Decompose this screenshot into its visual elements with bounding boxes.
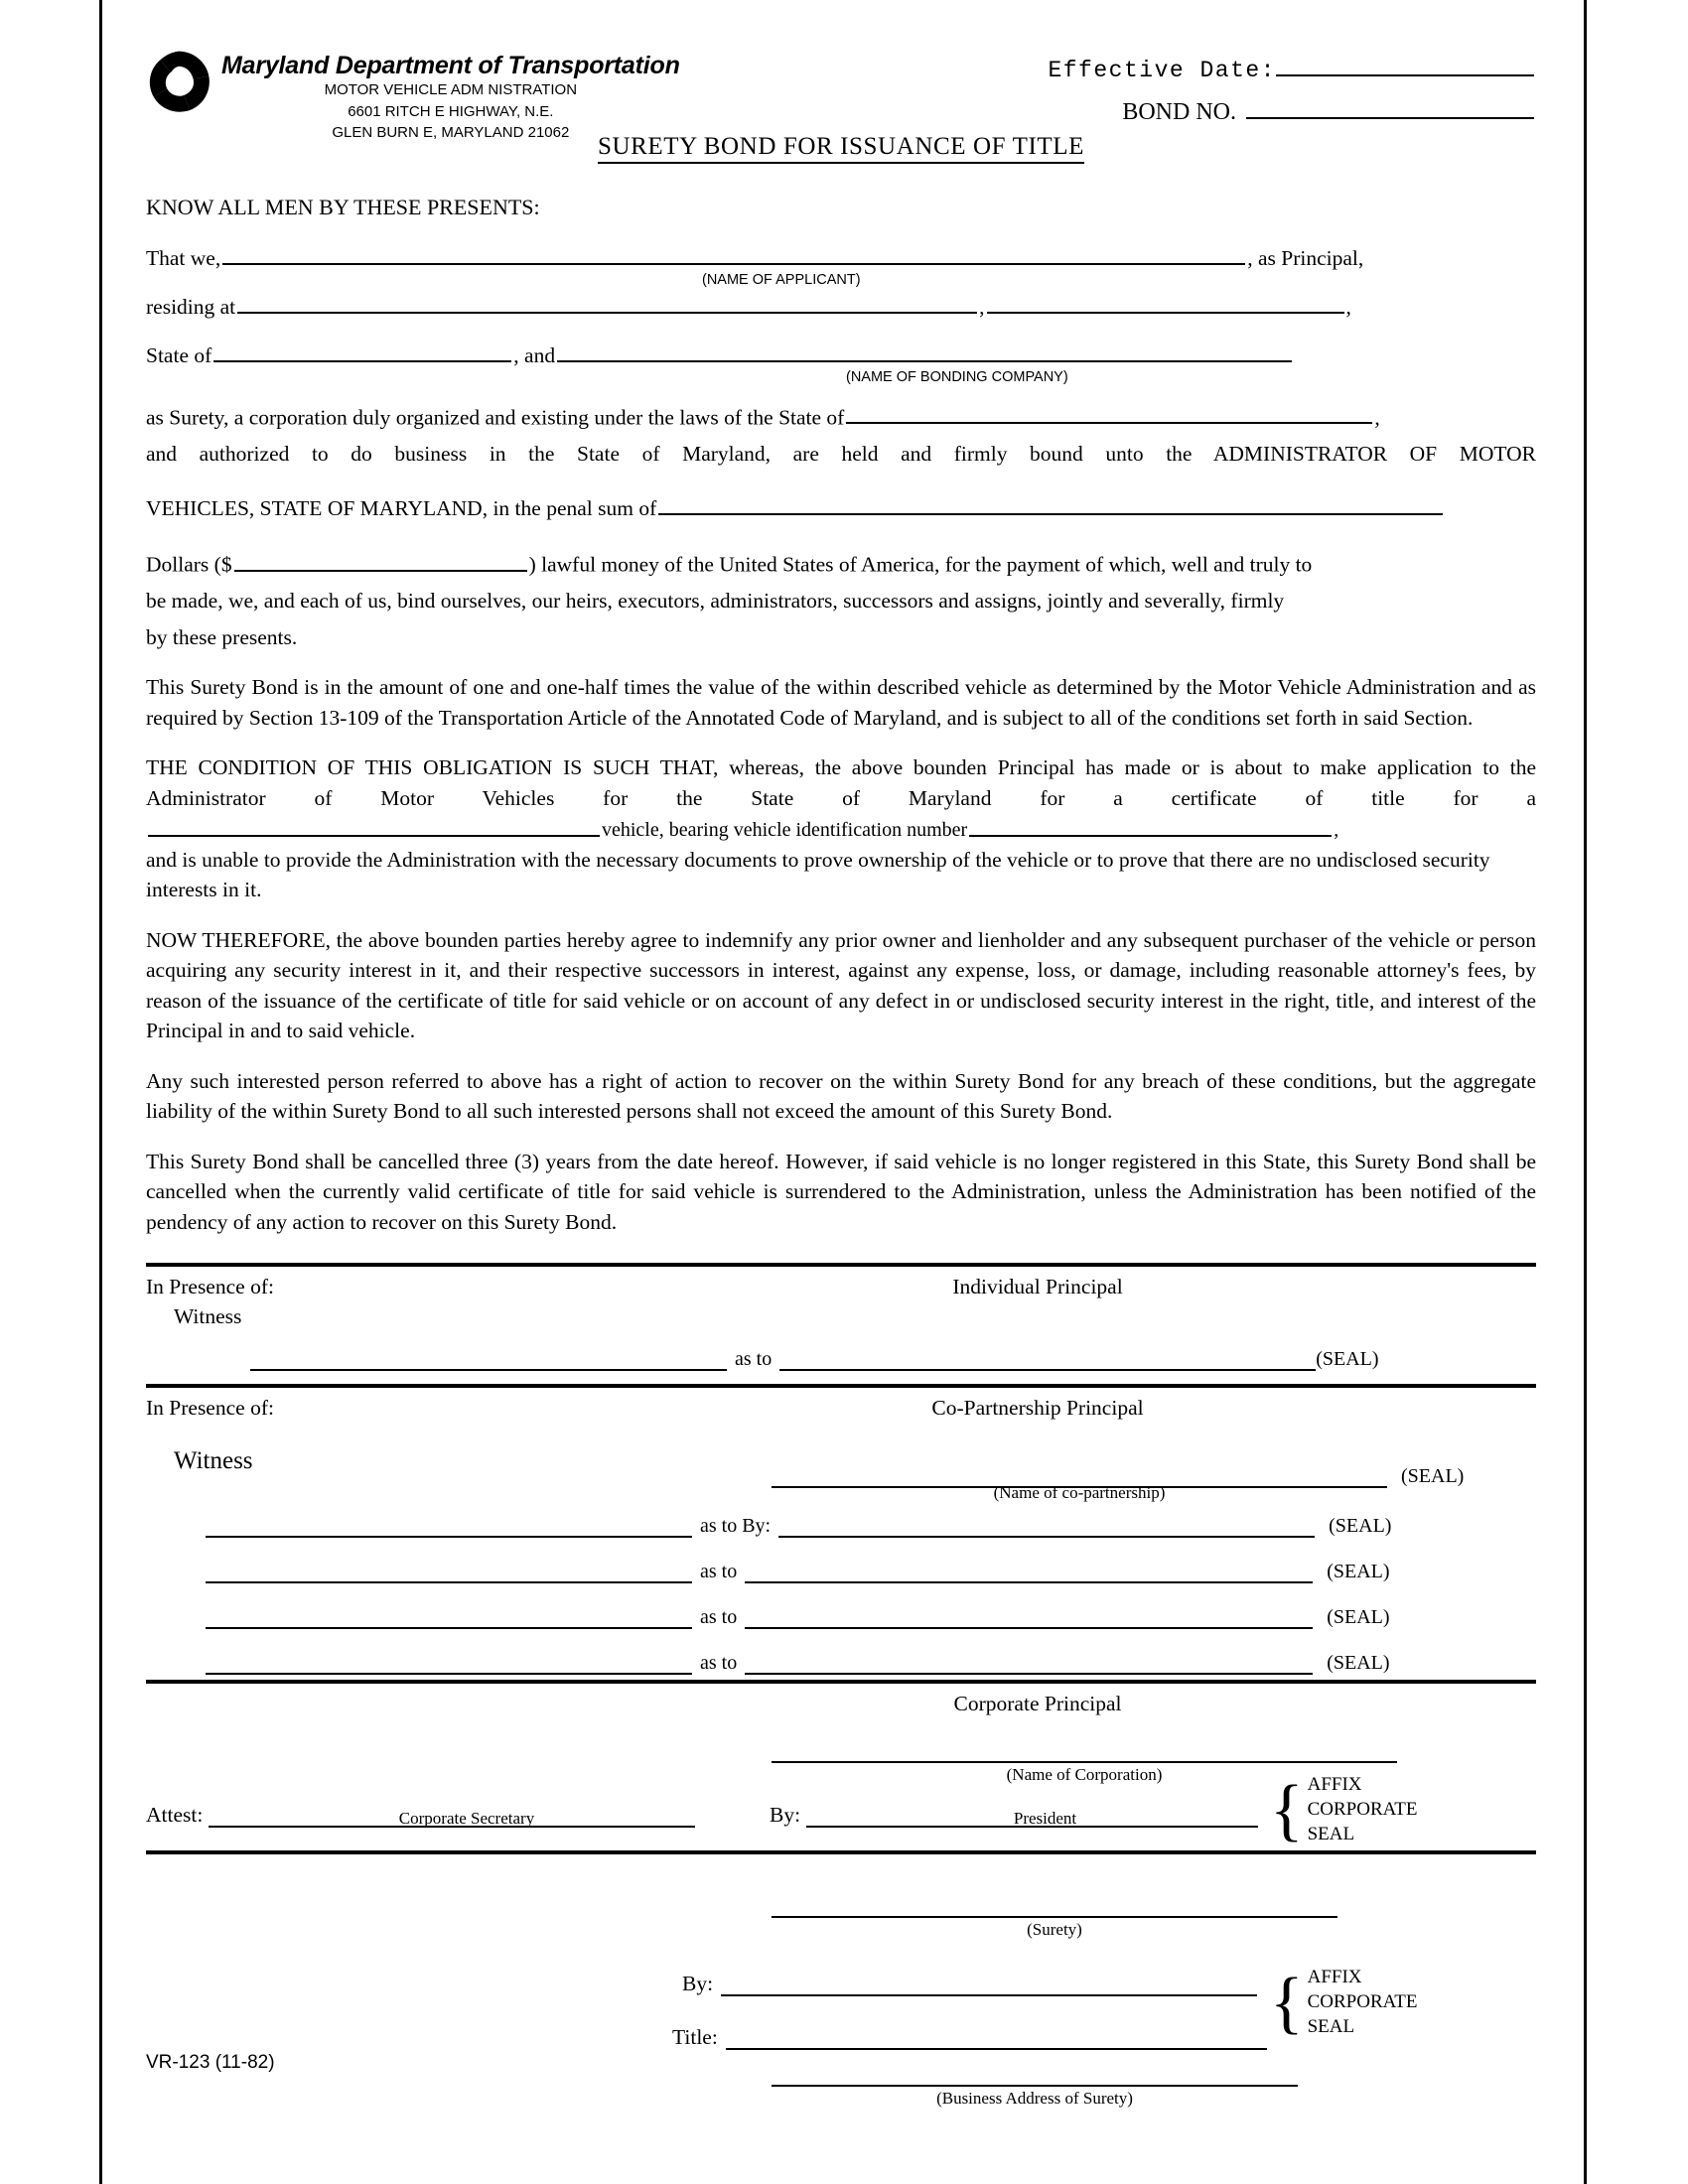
individual-in-presence-of-label: In Presence of: — [146, 1275, 274, 1299]
copartnership-seal-2: (SEAL) — [1327, 1561, 1390, 1583]
vin-field-row — [146, 819, 1536, 842]
dollars-line-2: be made, we, and each of us, bind ourselves, our heirs, executors, administrators, successors and assigns, jointly and severally, firmly — [146, 589, 1285, 614]
copartnership-signer-input-1[interactable] — [778, 1536, 1315, 1538]
page-frame — [99, 0, 1587, 2184]
mdot-swirl-logo-icon — [146, 48, 211, 115]
copartnership-name-seal: (SEAL) — [1401, 1465, 1465, 1488]
copartnership-witness-input-1[interactable] — [206, 1536, 692, 1538]
copartnership-seal-4: (SEAL) — [1327, 1652, 1390, 1675]
copartnership-row-1 — [146, 1515, 1536, 1538]
corporate-left-brace-icon: { — [1270, 1771, 1304, 1848]
surety-by-row — [682, 1972, 1257, 1996]
bond-number-input[interactable] — [1246, 117, 1534, 119]
agency-address-line-3: GLEN BURN E, MARYLAND 21062 — [332, 124, 570, 142]
copartnership-row-4 — [146, 1652, 1536, 1675]
signature-area — [146, 1263, 1536, 2109]
individual-as-to-label: as to — [735, 1348, 773, 1371]
surety-state-input[interactable] — [846, 402, 1372, 424]
page-title-text: SURETY BOND FOR ISSUANCE OF TITLE — [598, 133, 1084, 164]
paragraph-any-such-person: Any such interested person referred to above has a right of action to recover on the within Surety Bond for any breach of these conditions, but the aggregate liability of the within Surety Bond to all such interested persons shall not exceed the amount of this Surety Bond. — [146, 1068, 1536, 1124]
bonding-company-input[interactable] — [557, 345, 1292, 362]
vin-tail: , — [1334, 819, 1339, 842]
copartnership-row-2 — [146, 1561, 1536, 1583]
copartnership-witness-input-2[interactable] — [206, 1581, 692, 1583]
dollars-tail: ) lawful money of the United States of America, for the payment of which, well and truly to — [528, 552, 1313, 577]
surety-line-1-text: as Surety, a corporation duly organized and existing under the laws of the State of — [146, 405, 845, 430]
effective-date-row — [978, 58, 1534, 83]
as-principal-label: , as Principal, — [1247, 246, 1364, 270]
penal-sum-input[interactable] — [658, 498, 1443, 515]
copartnership-signer-input-2[interactable] — [745, 1581, 1313, 1583]
state-of-label: State of — [146, 343, 212, 367]
copartnership-connector-3: as to — [700, 1606, 738, 1629]
dollars-amount-input[interactable] — [234, 549, 527, 571]
vehicle-description-input[interactable] — [148, 819, 600, 836]
individual-seal-label: (SEAL) — [1316, 1348, 1379, 1371]
corporate-affix-line-3: SEAL — [1307, 1823, 1355, 1844]
applicant-name-input[interactable] — [222, 248, 1245, 265]
surety-title-input[interactable] — [726, 2048, 1267, 2050]
dollars-line-1 — [146, 549, 1536, 580]
surety-affix-seal-note — [1270, 1966, 1417, 2039]
corporate-name-caption: (Name of Corporation) — [1006, 1765, 1163, 1785]
agency-address-line-1: MOTOR VEHICLE ADM NISTRATION — [324, 81, 578, 98]
agency-address-line-2: 6601 RITCH E HIGHWAY, N.E. — [348, 102, 554, 120]
copartnership-witness-input-4[interactable] — [206, 1673, 692, 1675]
vehicles-state-label: VEHICLES, STATE OF MARYLAND, in the penal sum of — [146, 496, 657, 521]
state-and-bonding-row — [146, 343, 1536, 385]
corporate-by-label: By: — [770, 1803, 801, 1828]
form-number: VR-123 (11-82) — [146, 2052, 275, 2073]
agency-identity — [146, 48, 680, 143]
copartnership-signer-input-3[interactable] — [745, 1627, 1313, 1629]
bond-number-row — [978, 99, 1534, 126]
copartnership-in-presence-of-label: In Presence of: — [146, 1396, 274, 1421]
dollars-line-3: by these presents. — [146, 624, 298, 649]
condition-block — [146, 752, 1536, 904]
copartnership-signer-input-4[interactable] — [745, 1673, 1313, 1675]
corporate-principal-block — [146, 1684, 1536, 1848]
individual-principal-heading: Individual Principal — [952, 1275, 1123, 1299]
corporate-president-caption: President — [1013, 1809, 1077, 1829]
copartnership-row-3 — [146, 1606, 1536, 1629]
individual-witness-label: Witness — [174, 1304, 242, 1329]
residing-at-label: residing at — [146, 295, 236, 319]
copartnership-principal-block — [146, 1388, 1536, 1675]
surety-affix-line-3: SEAL — [1307, 2015, 1355, 2037]
residing-city-input[interactable] — [987, 297, 1344, 314]
surety-address-caption: (Business Address of Surety) — [936, 2089, 1133, 2109]
surety-by-input[interactable] — [721, 1994, 1257, 1996]
agency-name: Maryland Department of Transportation — [221, 52, 680, 79]
individual-principal-input[interactable] — [779, 1369, 1316, 1371]
surety-title-row — [672, 2025, 1267, 2050]
surety-affix-line-1: AFFIX — [1307, 1967, 1362, 1988]
know-all-men-lead: KNOW ALL MEN BY THESE PRESENTS: — [146, 195, 540, 219]
surety-line-2: and authorized to do business in the State of Maryland, are held and firmly bound unto the ADMINISTRATOR OF MOTOR — [146, 441, 1536, 466]
individual-signature-row — [250, 1348, 1536, 1371]
corporate-secretary-caption: Corporate Secretary — [398, 1809, 535, 1829]
surety-title-label: Title: — [672, 2025, 718, 2050]
copartnership-connector-2: as to — [700, 1561, 738, 1583]
paragraph-amount: This Surety Bond is in the amount of one and one-half times the value of the within described vehicle as determined by the Motor Vehicle Administration and as required by Section 13-109 of the Transportation Article of the Annotated Code of Maryland, and is subject to all of the conditions set forth in said Section. — [146, 675, 1536, 730]
copartnership-principal-heading: Co-Partnership Principal — [931, 1396, 1144, 1421]
paragraph-cancellation: This Surety Bond shall be cancelled three (3) years from the date hereof. However, if said vehicle is no longer registered in this State, this Surety Bond shall be cancelled when the currently valid certificate of title for said vehicle is surrendered to the Administration, unless the Administration has been notified of the pendency of any action to recover on this Surety Bond. — [146, 1149, 1536, 1234]
vin-input[interactable] — [969, 819, 1332, 836]
residing-at-field-row — [146, 295, 1536, 320]
copartnership-witness-label: Witness — [174, 1447, 253, 1475]
copartnership-witness-input-3[interactable] — [206, 1627, 692, 1629]
bond-meta-fields — [978, 58, 1534, 142]
and-label: , and — [513, 343, 556, 367]
penal-sum-row — [146, 496, 1536, 521]
state-input[interactable] — [213, 345, 511, 362]
page-content — [146, 0, 1536, 2184]
surety-address-input[interactable] — [772, 2085, 1298, 2087]
agency-text-block — [221, 48, 680, 143]
dollars-label: Dollars ($ — [146, 552, 232, 577]
surety-affix-line-2: CORPORATE — [1307, 1991, 1418, 2013]
surety-caption: (Surety) — [1027, 1920, 1082, 1940]
dollars-block — [146, 549, 1536, 652]
individual-principal-block — [146, 1267, 1536, 1384]
residing-comma-2: , — [1345, 295, 1351, 319]
paragraph-condition-2: and is unable to provide the Administration with the necessary documents to prove ownership of the vehicle or to prove that there are no undisclosed security interests in it. — [146, 847, 1490, 902]
surety-by-label: By: — [682, 1972, 714, 1996]
corporate-affix-line-2: CORPORATE — [1307, 1799, 1418, 1821]
copartnership-seal-3: (SEAL) — [1327, 1606, 1390, 1629]
copartnership-connector-1: as to By: — [700, 1515, 772, 1538]
corporate-affix-seal-note — [1270, 1773, 1417, 1846]
residing-comma-1: , — [979, 295, 985, 319]
corporate-affix-line-1: AFFIX — [1307, 1774, 1362, 1796]
surety-line-1 — [146, 402, 1536, 433]
corporate-name-input[interactable] — [772, 1761, 1397, 1763]
applicant-field-row — [146, 246, 1536, 288]
effective-date-label: Effective Date: — [1048, 58, 1276, 83]
surety-line-1-tail: , — [1374, 405, 1380, 430]
surety-intro-block — [146, 402, 1536, 469]
copartnership-connector-4: as to — [700, 1652, 738, 1675]
corporate-principal-heading: Corporate Principal — [953, 1692, 1122, 1716]
that-we-label: That we, — [146, 246, 221, 270]
effective-date-input[interactable] — [1276, 74, 1534, 76]
name-of-bonding-company-caption: (NAME OF BONDING COMPANY) — [846, 369, 1068, 385]
name-of-applicant-caption: (NAME OF APPLICANT) — [702, 272, 861, 288]
copartnership-seal-1: (SEAL) — [1329, 1515, 1392, 1538]
vehicle-bearing-vin-label: vehicle, bearing vehicle identification number — [602, 819, 968, 842]
surety-name-input[interactable] — [772, 1916, 1337, 1918]
bond-number-label: BOND NO. — [1122, 99, 1236, 125]
paragraph-condition-1: THE CONDITION OF THIS OBLIGATION IS SUCH THAT, whereas, the above bounden Principal has made or is about to make application to the Administrator of Motor Vehicles for the State of Maryland for a certificate of title for a — [146, 755, 1536, 810]
corporate-attest-label: Attest: — [146, 1803, 204, 1828]
paragraph-now-therefore: NOW THEREFORE, the above bounden parties hereby agree to indemnify any prior owner and lienholder and any subsequent purchaser of the vehicle or person acquiring any security interest in it, and their respective successors in interest, against any expense, loss, or damage, including reasonable attorney's fees, by reason of the issuance of the certificate of title for said vehicle or on account of any defect in or undisclosed security interest in the right, title, and interest of the Principal in and to said vehicle. — [146, 927, 1536, 1043]
residing-address-input[interactable] — [237, 297, 977, 314]
document-header — [146, 0, 1536, 142]
individual-witness-input[interactable] — [250, 1369, 727, 1371]
surety-block — [146, 1854, 1536, 2109]
corporate-affix-text — [1304, 1773, 1418, 1846]
surety-affix-text — [1304, 1966, 1418, 2039]
copartnership-name-caption: (Name of co-partnership) — [993, 1483, 1166, 1503]
surety-left-brace-icon: { — [1270, 1964, 1304, 2041]
